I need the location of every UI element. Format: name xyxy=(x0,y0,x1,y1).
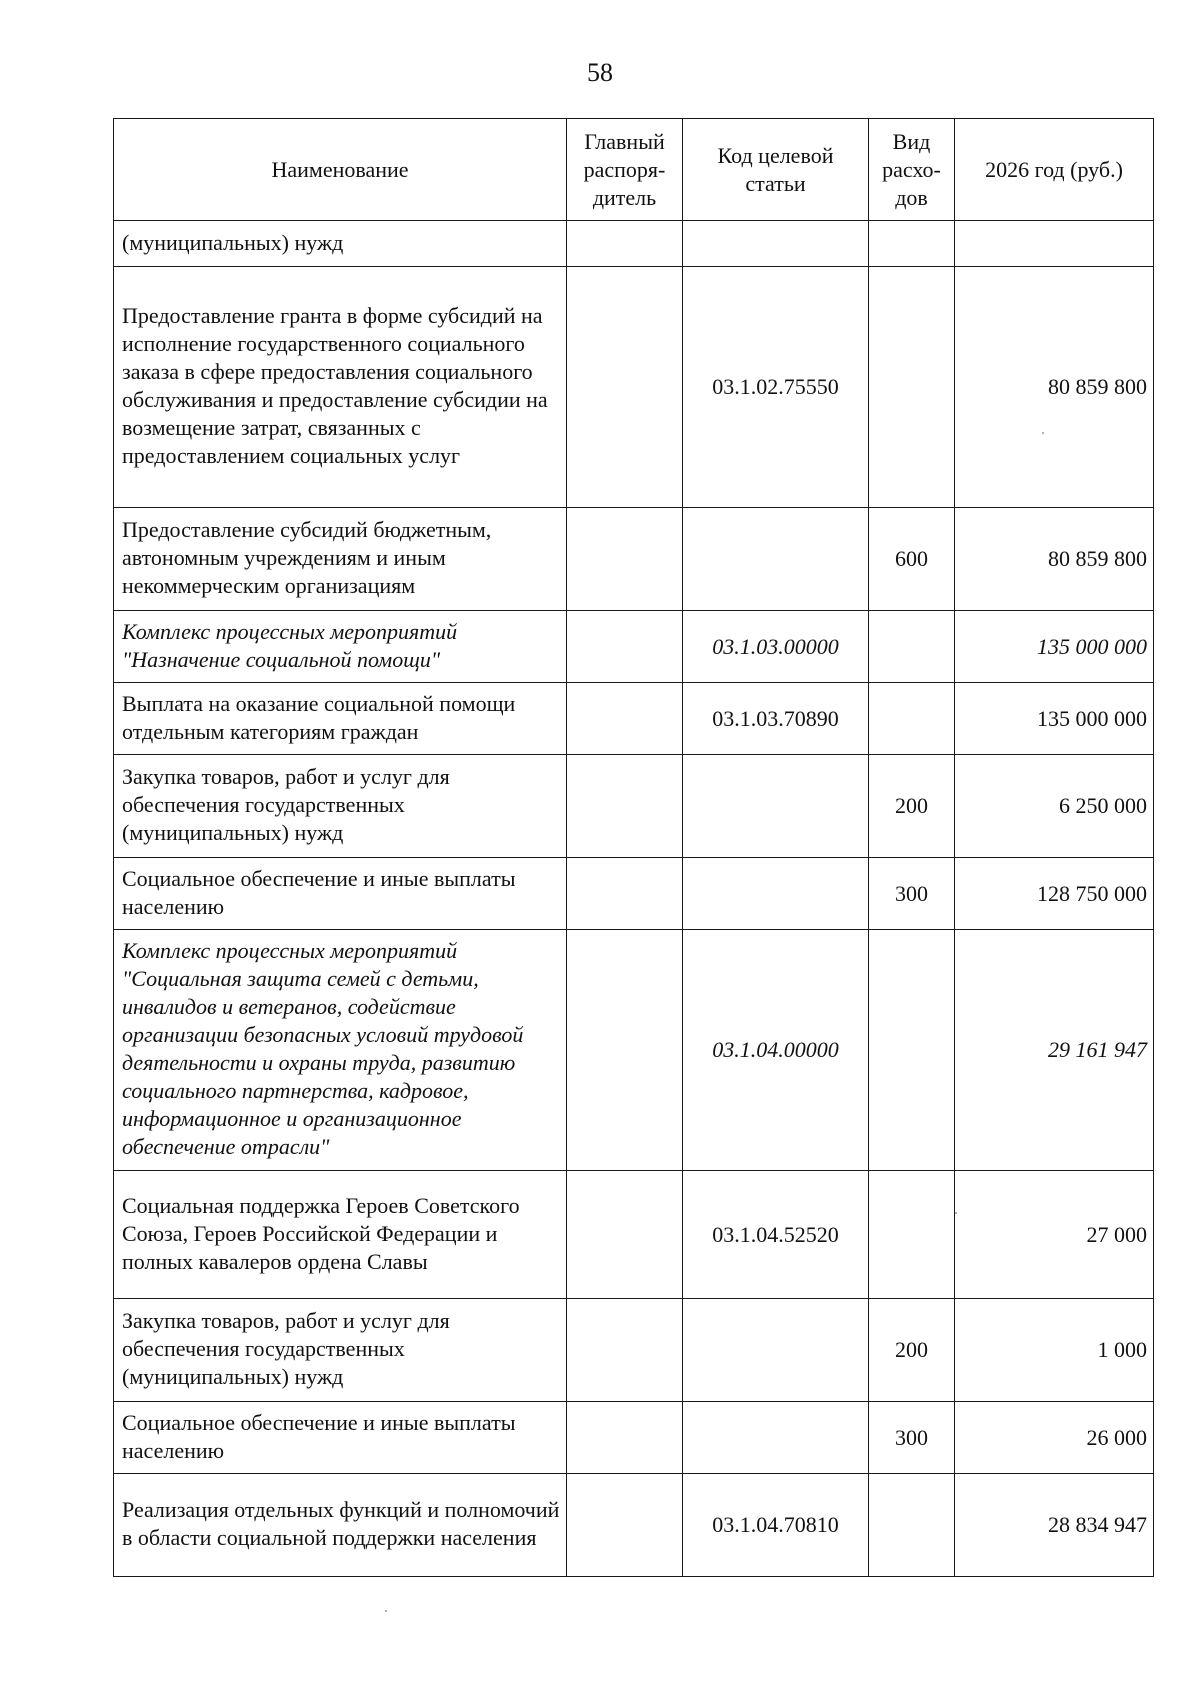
row-expense-type-cell xyxy=(869,221,955,267)
table-row xyxy=(114,611,1154,683)
row-target-code-cell xyxy=(683,1402,869,1474)
row-main-administrator-cell xyxy=(567,1171,683,1299)
row-main-administrator-cell xyxy=(567,508,683,611)
row-main-administrator-cell xyxy=(567,267,683,508)
table-row xyxy=(114,1171,1154,1299)
row-name-cell: Социальное обеспечение и иные выплаты населению xyxy=(114,858,567,930)
row-target-code-cell: 03.1.04.70810 xyxy=(683,1474,869,1577)
row-expense-type-cell: 200 xyxy=(869,755,955,858)
row-name-cell: Выплата на оказание социальной помощи отдельным категориям граждан xyxy=(114,683,567,755)
header-target-article-code: Код целевой статьи xyxy=(683,119,869,221)
table-row xyxy=(114,1402,1154,1474)
header-amount-2026: 2026 год (руб.) xyxy=(955,119,1154,221)
row-amount-cell: 135 000 000 xyxy=(955,683,1154,755)
row-expense-type-cell xyxy=(869,1474,955,1577)
row-target-code-cell: 03.1.03.00000 xyxy=(683,611,869,683)
table-header-row xyxy=(114,119,1154,221)
table-row xyxy=(114,221,1154,267)
row-amount-cell: 135 000 000 xyxy=(955,611,1154,683)
row-main-administrator-cell xyxy=(567,683,683,755)
row-target-code-cell xyxy=(683,508,869,611)
row-expense-type-cell xyxy=(869,611,955,683)
row-expense-type-cell xyxy=(869,267,955,508)
page-number: 58 xyxy=(587,58,613,87)
row-expense-type-cell xyxy=(869,1171,955,1299)
row-amount-cell: 128 750 000 xyxy=(955,858,1154,930)
row-amount-cell: 80 859 800 xyxy=(955,267,1154,508)
row-main-administrator-cell xyxy=(567,930,683,1171)
header-name: Наименование xyxy=(114,119,567,221)
row-name-cell: Комплекс процессных мероприятий "Назначение социальной помощи" xyxy=(114,611,567,683)
row-target-code-cell: 03.1.04.00000 xyxy=(683,930,869,1171)
row-target-code-cell: 03.1.03.70890 xyxy=(683,683,869,755)
row-amount-cell: 6 250 000 xyxy=(955,755,1154,858)
row-expense-type-cell: 600 xyxy=(869,508,955,611)
row-expense-type-cell xyxy=(869,683,955,755)
row-expense-type-cell: 300 xyxy=(869,1402,955,1474)
row-expense-type-cell: 200 xyxy=(869,1299,955,1402)
row-amount-cell: 27 000 xyxy=(955,1171,1154,1299)
row-name-cell: (муниципальных) нужд xyxy=(114,221,567,267)
row-main-administrator-cell xyxy=(567,755,683,858)
row-target-code-cell xyxy=(683,858,869,930)
table-row xyxy=(114,1474,1154,1577)
header-main-administrator: Главный распоря-дитель xyxy=(567,119,683,221)
table-row xyxy=(114,858,1154,930)
row-main-administrator-cell xyxy=(567,1402,683,1474)
row-name-cell: Предоставление субсидий бюджетным, автономным учреждениям и иным некоммерческим организациям xyxy=(114,508,567,611)
table-row xyxy=(114,508,1154,611)
row-amount-cell: 1 000 xyxy=(955,1299,1154,1402)
table-row xyxy=(114,267,1154,508)
row-target-code-cell: 03.1.02.75550 xyxy=(683,267,869,508)
row-amount-cell xyxy=(955,221,1154,267)
row-main-administrator-cell xyxy=(567,1474,683,1577)
table-row xyxy=(114,683,1154,755)
row-name-cell: Закупка товаров, работ и услуг для обеспечения государственных (муниципальных) нужд xyxy=(114,1299,567,1402)
budget-table xyxy=(113,118,1154,1577)
row-main-administrator-cell xyxy=(567,858,683,930)
header-expense-type: Вид расхо-дов xyxy=(869,119,955,221)
row-amount-cell: 28 834 947 xyxy=(955,1474,1154,1577)
row-amount-cell: 26 000 xyxy=(955,1402,1154,1474)
row-main-administrator-cell xyxy=(567,1299,683,1402)
row-name-cell: Социальное обеспечение и иные выплаты населению xyxy=(114,1402,567,1474)
row-name-cell: Комплекс процессных мероприятий "Социальная защита семей с детьми, инвалидов и ветеранов, содействие организации безопасных условий трудовой деятельности и охраны труда, развитию социального партнерства, кадровое, информационное и организационное обеспечение отрасли" xyxy=(114,930,567,1171)
row-target-code-cell: 03.1.04.52520 xyxy=(683,1171,869,1299)
row-main-administrator-cell xyxy=(567,611,683,683)
row-target-code-cell xyxy=(683,221,869,267)
row-amount-cell: 80 859 800 xyxy=(955,508,1154,611)
row-name-cell: Реализация отдельных функций и полномочий в области социальной поддержки населения xyxy=(114,1474,567,1577)
row-amount-cell: 29 161 947 xyxy=(955,930,1154,1171)
row-expense-type-cell: 300 xyxy=(869,858,955,930)
row-name-cell: Предоставление гранта в форме субсидий на исполнение государственного социального заказа в сфере предоставления социального обслуживания и предоставление субсидии на возмещение затрат, связанных с предоставлением социальных услуг xyxy=(114,267,567,508)
row-target-code-cell xyxy=(683,1299,869,1402)
row-name-cell: Социальная поддержка Героев Советского Союза, Героев Российской Федерации и полных кавалеров ордена Славы xyxy=(114,1171,567,1299)
table-row xyxy=(114,1299,1154,1402)
row-expense-type-cell xyxy=(869,930,955,1171)
table-row xyxy=(114,755,1154,858)
row-target-code-cell xyxy=(683,755,869,858)
row-main-administrator-cell xyxy=(567,221,683,267)
row-name-cell: Закупка товаров, работ и услуг для обеспечения государственных (муниципальных) нужд xyxy=(114,755,567,858)
table-row xyxy=(114,930,1154,1171)
table-body xyxy=(114,221,1154,1577)
